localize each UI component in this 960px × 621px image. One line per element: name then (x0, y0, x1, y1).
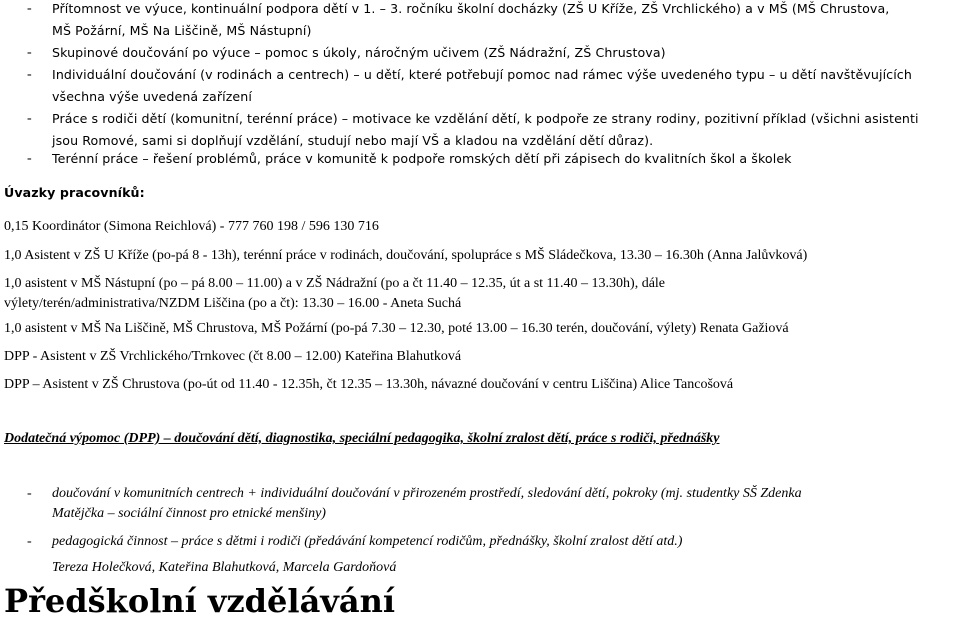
staff-line-dpp-chrustova: DPP – Asistent v ZŠ Chrustova (po-út od 11.40 - 12.35h, čt 12.35 – 13.30h, návazné doučování v centru Liščina) Alice Tancošová (4, 377, 734, 392)
bullet-4-line-1: Práce s rodiči dětí (komunitní, terénní práce) – motivace ke vzdělání dětí, k podpoře ze strany rodiny, pozitivní příklad (všichni asistenti (52, 111, 919, 126)
staff-line-asistent-u-krize: 1,0 Asistent v ZŠ U Kříže (po-pá 8 - 13h), terénní práce v rodinách, doučování, spolupráce s MŠ Sládečkova, 13.30 – 16.30h (Anna Jalůvková) (4, 248, 808, 263)
section-heading: Předškolní vzdělávání (4, 582, 396, 620)
bullet-1-line-2: MŠ Požární, MŠ Na Liščině, MŠ Nástupní) (52, 23, 312, 38)
bullet-dash: - (27, 67, 32, 82)
bullet-3-line-1: Individuální doučování (v rodinách a centrech) – u dětí, které potřebují pomoc nad rámec výše uvedeného typu – u dětí navštěvujících (52, 67, 912, 82)
dpp-bullet-1-line-1: doučování v komunitních centrech + individuální doučování v přirozeném prostředí, sledování dětí, pokroky (mj. studentky SŠ Zdenka (52, 486, 802, 501)
dpp-heading: Dodatečná výpomoc (DPP) – doučování dětí, diagnostika, speciální pedagogika, školní zralost dětí, práce s rodiči, přednášky (4, 431, 720, 446)
dpp-names: Tereza Holečková, Kateřina Blahutková, Marcela Gardoňová (52, 560, 397, 575)
staff-line-dpp-vrchlickeho: DPP - Asistent v ZŠ Vrchlického/Trnkovec (čt 8.00 – 12.00) Kateřina Blahutková (4, 349, 462, 364)
bullet-5-line-1: Terénní práce – řešení problémů, práce v komunitě k podpoře romských dětí při zápisech do kvalitních škol a školek (52, 151, 792, 166)
bullet-dash: - (27, 45, 32, 60)
staff-heading: Úvazky pracovníků: (4, 185, 145, 200)
bullet-3-line-2: všechna výše uvedená zařízení (52, 89, 252, 104)
staff-line-asistent-nastupni-cont: výlety/terén/administrativa/NZDM Liščina (po a čt): 13.30 – 16.00 - Aneta Suchá (4, 296, 462, 311)
bullet-dash: - (27, 1, 32, 16)
dpp-bullet-1-line-2: Matějčka – sociální činnost pro etnické menšiny) (52, 506, 326, 521)
bullet-dash: - (27, 486, 32, 501)
bullet-1-line-1: Přítomnost ve výuce, kontinuální podpora dětí v 1. – 3. ročníku školní docházky (ZŠ U Kříže, ZŠ Vrchlického) a v MŠ (MŠ Chrustova, (52, 1, 890, 16)
bullet-dash: - (27, 151, 32, 166)
bullet-dash: - (27, 111, 32, 126)
bullet-4-line-2: jsou Romové, sami si doplňují vzdělání, studují nebo mají VŠ a kladou na vzdělání dětí důraz). (52, 133, 654, 148)
dpp-bullet-2-line-1: pedagogická činnost – práce s dětmi i rodiči (předávání kompetencí rodičům, přednášky, školní zralost dětí atd.) (52, 534, 683, 549)
bullet-dash: - (27, 534, 32, 549)
staff-line-asistent-nastupni: 1,0 asistent v MŠ Nástupní (po – pá 8.00 – 11.00) a v ZŠ Nádražní (po a čt 11.40 – 12.35, út a st 11.40 – 13.30h), dále (4, 276, 666, 291)
bullet-2-line-1: Skupinové doučování po výuce – pomoc s úkoly, náročným učivem (ZŠ Nádražní, ZŠ Chrustova) (52, 45, 666, 60)
staff-line-asistent-liscina: 1,0 asistent v MŠ Na Liščině, MŠ Chrustova, MŠ Požární (po-pá 7.30 – 12.30, poté 13.00 – 16.30 terén, doučování, výlety) Renata Gažiová (4, 321, 789, 336)
staff-line-coordinator: 0,15 Koordinátor (Simona Reichlová) - 777 760 198 / 596 130 716 (4, 219, 379, 234)
